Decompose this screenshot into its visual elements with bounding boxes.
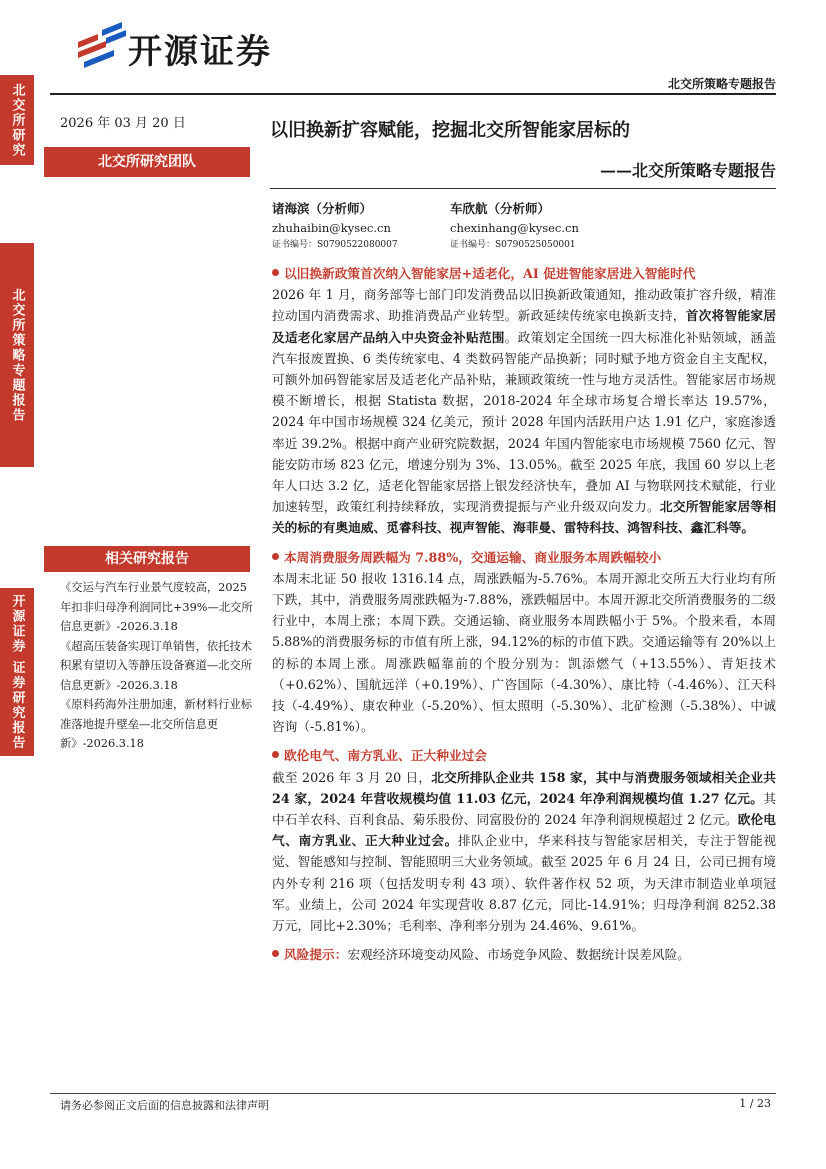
footer-disclaimer: 请务必参阅正文后面的信息披露和法律声明 xyxy=(60,1099,269,1112)
bullet-icon xyxy=(272,950,279,957)
related-report-item[interactable]: 《超高压装备实现订单销售，依托技术积累有望切入等静压设备赛道—北交所信息更新》-2026.3.18 xyxy=(60,639,253,692)
section-heading: 本周消费服务周跌幅为 7.88%，交通运输、商业服务本周跌幅较小 xyxy=(272,547,776,568)
page-title: 以旧换新扩容赋能，挖掘北交所智能家居标的 xyxy=(270,120,630,141)
side-tab-middle xyxy=(0,243,34,467)
brand-logo xyxy=(76,22,336,72)
brand-name: 开源证券 xyxy=(128,32,272,72)
analyst-email[interactable]: zhuhaibin@kysec.cn xyxy=(272,221,391,235)
bullet-icon xyxy=(272,751,279,758)
side-tab-top-label: 北交所研究 xyxy=(9,82,25,158)
bullet-icon xyxy=(272,269,279,276)
analyst-email[interactable]: chexinhang@kysec.cn xyxy=(450,221,579,235)
section-paragraph: 截至 2026 年 3 月 20 日，北交所排队企业共 158 家，其中与消费服务领域相关企业共 24 家，2024 年营收规模均值 11.03 亿元，2024 年净利润规模均值 1.27 亿元。其中石羊农科、百利食品、菊乐股份、同富股份的 2024 年净利润规模超过 2 亿元。欧伦电气、南方乳业、正大种业过会。排队企业中，华来科技与智能家居相关，专注于智能视觉、智能感知与控制、智能照明三大业务领域。截至 2025 年 6 月 24 日，公司已拥有境内外专利 216 项（包括发明专利 43 项）、软件著作权 52 项，为天津市制造业单项冠军。业绩上，公司 2024 年实现营收 8.87 亿元，同比-14.91%；归母净利润 8252.38 万元，同比+2.30%；毛利率、净利率分别为 24.46%、9.61%。 xyxy=(272,769,777,934)
header-divider xyxy=(50,93,776,95)
side-tab-top xyxy=(0,75,34,165)
report-date: 2026 年 03 月 20 日 xyxy=(60,116,186,131)
related-report-item[interactable]: 《交运与汽车行业景气度较高，2025 年扣非归母净利润同比+39%—北交所信息更新》-2026.3.18 xyxy=(60,581,253,633)
side-tab-middle-label: 北交所策略专题报告 xyxy=(9,287,25,423)
side-tab-bottom xyxy=(0,588,34,756)
related-report-item[interactable]: 《原料药海外注册加速，新材料行业标准落地提升壁垒—北交所信息更新》-2026.3.18 xyxy=(60,698,253,750)
related-reports-list xyxy=(60,578,260,754)
title-divider xyxy=(270,188,776,189)
related-reports-header: 相关研究报告 xyxy=(44,546,250,572)
section-heading: 欧伦电气、南方乳业、正大种业过会 xyxy=(272,745,776,766)
analyst-name: 诸海滨（分析师） xyxy=(272,201,373,216)
report-series: 北交所策略专题报告 xyxy=(667,77,776,91)
page-subtitle: ——北交所策略专题报告 xyxy=(599,161,776,180)
section-paragraph: 本周末北证 50 报收 1316.14 点，周涨跌幅为-5.76%。本周开源北交所五大行业均有所下跌，其中，消费服务周涨跌幅为-7.88%，涨跌幅居中。本周开源北交所消费服务的二级行业中，本周上涨；本周下跌。交通运输、商业服务本周跌幅小于 5%。个股来看，本周 5.88%的消费服务标的市值有所上涨，94.12%的标的市值下跌。交通运输等有 20%以上的标的本周上涨。周涨跌幅靠前的个股分别为：凯添燃气（+13.55%）、青矩技术（+0.62%）、国航远洋（+0.19%）、广咨国际（-4.30%）、康比特（-4.46%）、江天科技（-4.49%）、康农种业（-5.20%）、恒太照明（-5.30%）、北矿检测（-5.38%）、中诚咨询（-5.81%）。 xyxy=(272,570,776,735)
analyst-cert: 证书编号：S0790525050001 xyxy=(450,240,576,250)
analyst-name: 车欣航（分析师） xyxy=(450,201,551,216)
report-body xyxy=(272,263,776,966)
analyst-card xyxy=(272,200,398,254)
analyst-cert: 证书编号：S0790522080007 xyxy=(272,240,398,250)
team-badge: 北交所研究团队 xyxy=(44,147,250,177)
side-tab-bottom-label: 开源证券 证券研究报告 xyxy=(9,593,25,751)
bullet-icon xyxy=(272,553,279,560)
section-paragraph: 2026 年 1 月，商务部等七部门印发消费品以旧换新政策通知，推动政策扩容升级，精准拉动国内消费需求、助推消费品产业转型。新政延续传统家电换新支持，首次将智能家居及适老化家居产品纳入中央资金补贴范围。政策划定全国统一四大标准化补贴领域，涵盖汽车报废置换、6 类传统家电、4 类数码智能产品换新；同时赋予地方资金自主支配权，可额外加码智能家居及适老化产品补贴，兼顾政策统一性与地方灵活性。智能家居市场规模不断增长，根据 Statista 数据，2018-2024 年全球市场复合增长率达 19.57%，2024 年中国市场规模 324 亿美元，预计 2028 年国内活跃用户达 1.91 亿户，家庭渗透率近 39.2%。根据中商产业研究院数据，2024 年国内智能家电市场规模 7560 亿元、智能安防市场 823 亿元，增速分别为 3%、13.05%。截至 2025 年底，我国 60 岁以上老年人口达 3.2 亿，适老化智能家居搭上银发经济快车，叠加 AI 与物联网技术赋能，行业加速转型，政策红利持续释放，实现消费提振与产业升级双向发力。北交所智能家居等相关的标的有奥迪威、觅睿科技、视声智能、海菲曼、雷特科技、鸿智科技、鑫汇科等。 xyxy=(272,287,777,536)
section-heading: 以旧换新政策首次纳入智能家居+适老化，AI 促进智能家居进入智能时代 xyxy=(272,263,776,284)
risk-note: 风险提示：宏观经济环境变动风险、市场竞争风险、数据统计误差风险。 xyxy=(272,944,776,965)
brand-mark-icon xyxy=(76,22,128,72)
page-number: 1 / 23 xyxy=(739,1097,771,1110)
analyst-card xyxy=(450,200,579,254)
footer-divider xyxy=(50,1093,776,1094)
